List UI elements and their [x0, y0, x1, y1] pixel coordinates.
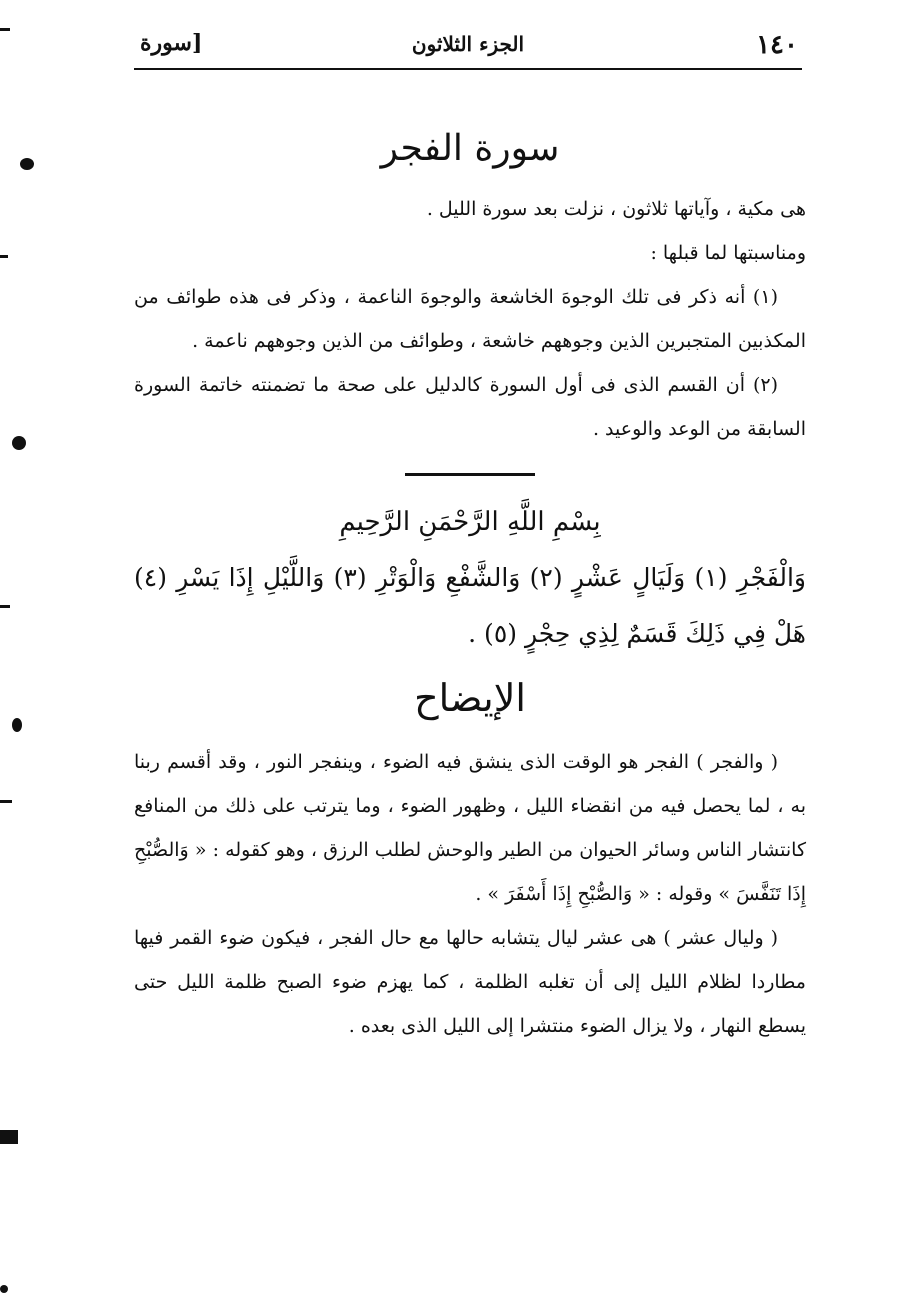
scan-mark: [0, 255, 8, 258]
scan-blot: [0, 1285, 8, 1293]
scan-mark: [0, 800, 12, 803]
page-header: [134, 26, 802, 70]
quran-verses: وَالْفَجْرِ (١) وَلَيَالٍ عَشْرٍ (٢) وَالشَّفْعِ وَالْوَتْرِ (٣) وَاللَّيْلِ إِذَا يَسْرِ (٤) هَلْ فِي ذَلِكَ قَسَمٌ لِذِي حِجْرٍ (٥) .: [134, 563, 806, 648]
section-separator: [405, 473, 535, 476]
page-body: [134, 120, 806, 1048]
scan-blot: [12, 718, 22, 732]
explanation-paragraph-2: ( وليال عشر ) هى عشر ليال يتشابه حالها مع حال الفجر ، فيكون ضوء القمر فيها مطاردا لظلام الليل إلى أن تغلبه الظلمة ، كما يهزم ضوء الصبح ظلمة الليل حتى يسطع النهار ، ولا يزال الضوء منتشرا إلى الليل الذى بعده .: [134, 927, 806, 1037]
running-title: الجزء الثلاثون: [411, 32, 525, 56]
intro-point-1: (١) أنه ذكر فى تلك الوجوهَ الخاشعة والوجوهَ الناعمة ، وذكر فى هذه طوائف من المكذبين المتجبرين الذين وجوههم خاشعة ، وطوائف من الذين وجوههم ناعمة .: [134, 286, 806, 352]
header-rule: [134, 68, 802, 70]
section-title: الإيضاح: [414, 676, 526, 720]
scan-blot: [12, 436, 26, 450]
intro-paragraph-2: ومناسبتها لما قبلها :: [650, 242, 806, 264]
scan-blot: [20, 158, 34, 170]
intro-point-2: (٢) أن القسم الذى فى أول السورة كالدليل على صحة ما تضمنته خاتمة السورة السابقة من الوعد والوعيد .: [134, 374, 806, 440]
basmala: بِسْمِ اللَّهِ الرَّحْمَنِ الرَّحِيمِ: [339, 507, 601, 537]
intro-paragraph-1: هى مكية ، وآياتها ثلاثون ، نزلت بعد سورة الليل .: [426, 198, 806, 220]
page-number: ١٤٠: [756, 30, 798, 60]
explanation-paragraph-1: ( والفجر ) الفجر هو الوقت الذى ينشق فيه الضوء ، وينفجر النور ، وقد أقسم ربنا به ، لما يحصل فيه من انقضاء الليل ، وظهور الضوء ، وما يترتب على ذلك من المنافع كانتشار الناس وسائر الحيوان من الطير والوحش لطلب الرزق ، وهو كقوله : « وَالصُّبْحِ إِذَا تَنَفَّسَ » وقوله : « وَالصُّبْحِ إِذَا أَسْفَرَ » .: [134, 751, 807, 905]
scan-mark: [0, 28, 10, 31]
scan-mark: [0, 605, 10, 608]
surah-title: سورة الفجر: [380, 128, 560, 169]
scan-mark: [0, 1130, 18, 1144]
surah-label: [سورة: [140, 30, 203, 56]
